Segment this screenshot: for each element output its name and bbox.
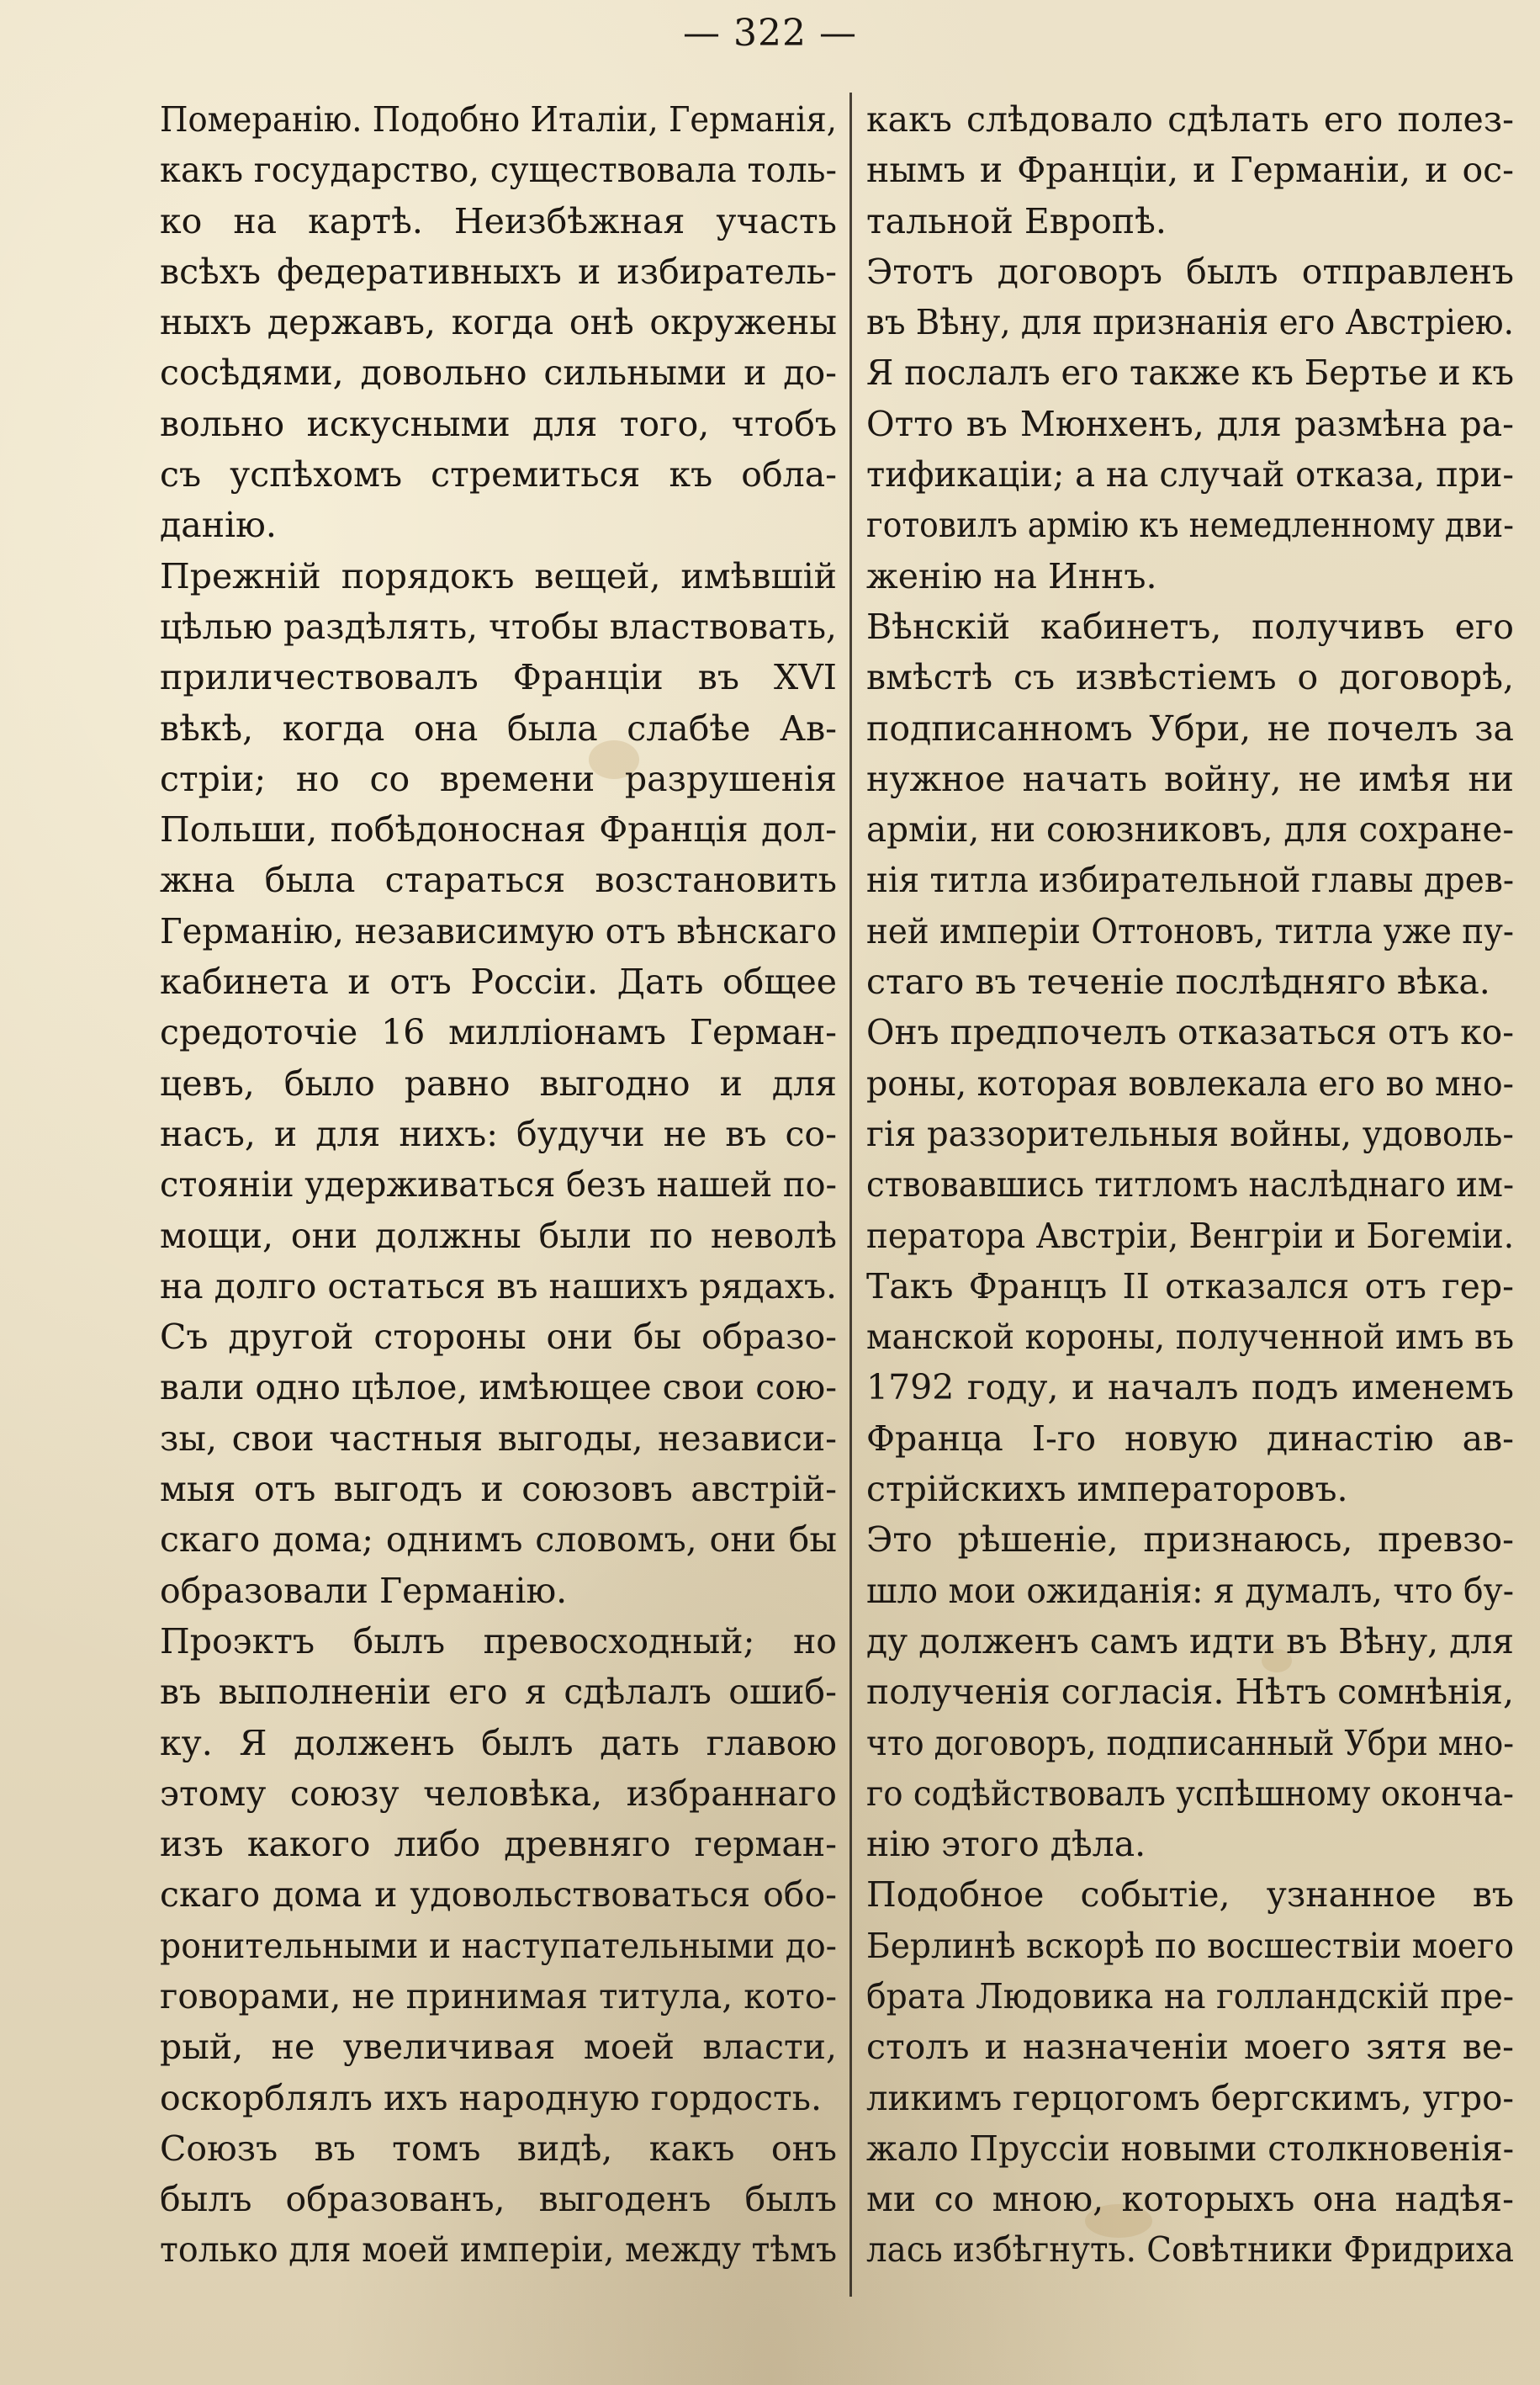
text-line: шло мои ожиданія: я думалъ, что бу- xyxy=(866,1570,1514,1611)
text-line: ко на картѣ. Неизбѣжная участь xyxy=(160,200,837,241)
text-line: ней имперіи Оттоновъ, титла уже пу- xyxy=(866,910,1514,951)
text-line: Съ другой стороны они бы образо- xyxy=(160,1317,837,1358)
text-line: стояніи удерживаться безъ нашей по- xyxy=(160,1164,837,1206)
text-line: стрійскихъ императоровъ. xyxy=(866,1469,1348,1510)
text-line: ныхъ державъ, когда онѣ окружены xyxy=(160,302,837,343)
text-line: цевъ, было равно выгодно и для xyxy=(160,1063,837,1104)
right-column xyxy=(866,94,1514,2276)
text-line: готовилъ армію къ немедленному дви- xyxy=(866,505,1514,546)
text-line: Онъ предпочелъ отказаться отъ ко- xyxy=(866,1012,1514,1053)
text-line: въ выполненіи его я сдѣлалъ ошиб- xyxy=(160,1672,837,1713)
text-line: вали одно цѣлое, имѣющее свои сою- xyxy=(160,1367,837,1408)
text-line: Померанію. Подобно Италіи, Германія, xyxy=(160,99,837,140)
text-line: какъ слѣдовало сдѣлать его полез- xyxy=(866,99,1514,140)
text-line: говорами, не принимая титула, кото- xyxy=(160,1975,837,2017)
text-line: данію. xyxy=(160,505,277,546)
text-line: Польши, побѣдоносная Франція дол- xyxy=(160,809,837,851)
text-line: Вѣнскій кабинетъ, получивъ его xyxy=(866,606,1514,647)
text-line: столъ и назначеніи моего зятя ве- xyxy=(866,2027,1514,2068)
text-line: ликимъ герцогомъ бергскимъ, угро- xyxy=(866,2077,1514,2118)
text-line: полученія согласія. Нѣтъ сомнѣнія, xyxy=(866,1672,1514,1713)
text-line: этому союзу человѣка, избраннаго xyxy=(160,1773,837,1814)
text-line: вмѣстѣ съ извѣстіемъ о договорѣ, xyxy=(866,657,1514,698)
text-line: ператора Австріи, Венгріи и Богеміи. xyxy=(866,1215,1514,1256)
text-line: съ успѣхомъ стремиться къ обла- xyxy=(160,454,837,496)
left-column xyxy=(160,94,837,2276)
text-line: нымъ и Франціи, и Германіи, и ос- xyxy=(866,150,1514,191)
text-line: ду долженъ самъ идти въ Вѣну, для xyxy=(866,1620,1514,1662)
text-line: Германію, независимую отъ вѣнскаго xyxy=(160,910,837,951)
text-line: былъ образованъ, выгоденъ былъ xyxy=(160,2179,837,2220)
text-line: жало Пруссіи новыми столкновенія- xyxy=(866,2128,1514,2169)
text-line: Проэктъ былъ превосходный; но xyxy=(160,1620,837,1662)
text-line: Прежній порядокъ вещей, имѣвшій xyxy=(160,555,837,596)
text-line: образовали Германію. xyxy=(160,1570,568,1611)
text-line: ми со мною, которыхъ она надѣя- xyxy=(866,2179,1514,2220)
text-line: подписанномъ Убри, не почелъ за xyxy=(866,708,1514,749)
text-line: какъ государство, существовала толь- xyxy=(160,150,837,191)
text-line: цѣлью раздѣлять, чтобы властвовать, xyxy=(160,606,837,647)
column-divider xyxy=(849,93,852,2297)
text-line: Этотъ договоръ былъ отправленъ xyxy=(866,251,1514,292)
text-line: сосѣдями, довольно сильными и до- xyxy=(160,352,837,394)
text-line: го содѣйствовалъ успѣшному оконча- xyxy=(866,1773,1514,1814)
text-line: нужное начать войну, не имѣя ни xyxy=(866,758,1514,799)
text-line: тальной Европѣ. xyxy=(866,200,1167,241)
text-line: нію этого дѣла. xyxy=(866,1824,1146,1865)
text-line: женію на Иннъ. xyxy=(866,555,1157,596)
text-line: приличествовалъ Франціи въ XVI xyxy=(160,657,837,698)
text-line: только для моей имперіи, между тѣмъ xyxy=(160,2229,837,2271)
text-line: Отто въ Мюнхенъ, для размѣна ра- xyxy=(866,403,1514,444)
text-line: ронительными и наступательными до- xyxy=(160,1925,837,1966)
text-line: Такъ Францъ II отказался отъ гер- xyxy=(866,1265,1514,1306)
text-line: Я послалъ его также къ Бертье и къ xyxy=(866,352,1514,394)
text-line: жна была стараться возстановить xyxy=(160,860,837,901)
text-line: изъ какого либо древняго герман- xyxy=(160,1824,837,1865)
text-line: ствовавшись титломъ наслѣднаго им- xyxy=(866,1164,1514,1206)
text-line: на долго остаться въ нашихъ рядахъ. xyxy=(160,1265,837,1306)
text-line: Франца I-го новую династію ав- xyxy=(866,1418,1514,1459)
text-line: роны, которая вовлекала его во мно- xyxy=(866,1063,1514,1104)
text-line: мыя отъ выгодъ и союзовъ австрій- xyxy=(160,1469,837,1510)
text-line: арміи, ни союзниковъ, для сохране- xyxy=(866,809,1514,851)
text-line: Это рѣшеніе, признаюсь, превзо- xyxy=(866,1519,1514,1561)
text-line: рый, не увеличивая моей власти, xyxy=(160,2027,837,2068)
text-line: вѣкѣ, когда она была слабѣе Ав- xyxy=(160,708,837,749)
text-line: что договоръ, подписанный Убри мно- xyxy=(866,1722,1514,1763)
text-line: лась избѣгнуть. Совѣтники Фридриха xyxy=(866,2229,1514,2271)
text-line: зы, свои частныя выгоды, независи- xyxy=(160,1418,837,1459)
text-line: всѣхъ федеративныхъ и избиратель- xyxy=(160,251,837,292)
text-line: нія титла избирательной главы древ- xyxy=(866,860,1514,901)
text-line: насъ, и для нихъ: будучи не въ со- xyxy=(160,1113,837,1154)
page-number: — 322 — xyxy=(683,12,857,55)
text-line: кабинета и отъ Россіи. Дать общее xyxy=(160,962,837,1003)
text-line: оскорблялъ ихъ народную гордость. xyxy=(160,2077,822,2118)
text-line: мощи, они должны были по неволѣ xyxy=(160,1215,837,1256)
text-line: гія раззорительныя войны, удоволь- xyxy=(866,1113,1514,1154)
text-line: вольно искусными для того, чтобъ xyxy=(160,403,837,444)
text-line: 1792 году, и началъ подъ именемъ xyxy=(866,1367,1514,1408)
text-line: скаго дома; однимъ словомъ, они бы xyxy=(160,1519,837,1561)
text-line: манской короны, полученной имъ въ xyxy=(866,1317,1514,1358)
text-line: Подобное событіе, узнанное въ xyxy=(866,1874,1514,1916)
text-line: брата Людовика на голландскій пре- xyxy=(866,1975,1514,2017)
text-line: стаго въ теченіе послѣдняго вѣка. xyxy=(866,962,1490,1003)
text-line: средоточіе 16 милліонамъ Герман- xyxy=(160,1012,837,1053)
text-line: Берлинѣ вскорѣ по восшествіи моего xyxy=(866,1925,1514,1966)
text-line: тификаціи; а на случай отказа, при- xyxy=(866,454,1514,496)
text-line: ку. Я долженъ былъ дать главою xyxy=(160,1722,837,1763)
text-line: скаго дома и удовольствоваться обо- xyxy=(160,1874,837,1916)
text-line: Союзъ въ томъ видѣ, какъ онъ xyxy=(160,2128,837,2169)
text-line: стріи; но со времени разрушенія xyxy=(160,758,837,799)
text-line: въ Вѣну, для признанія его Австріею. xyxy=(866,302,1514,343)
